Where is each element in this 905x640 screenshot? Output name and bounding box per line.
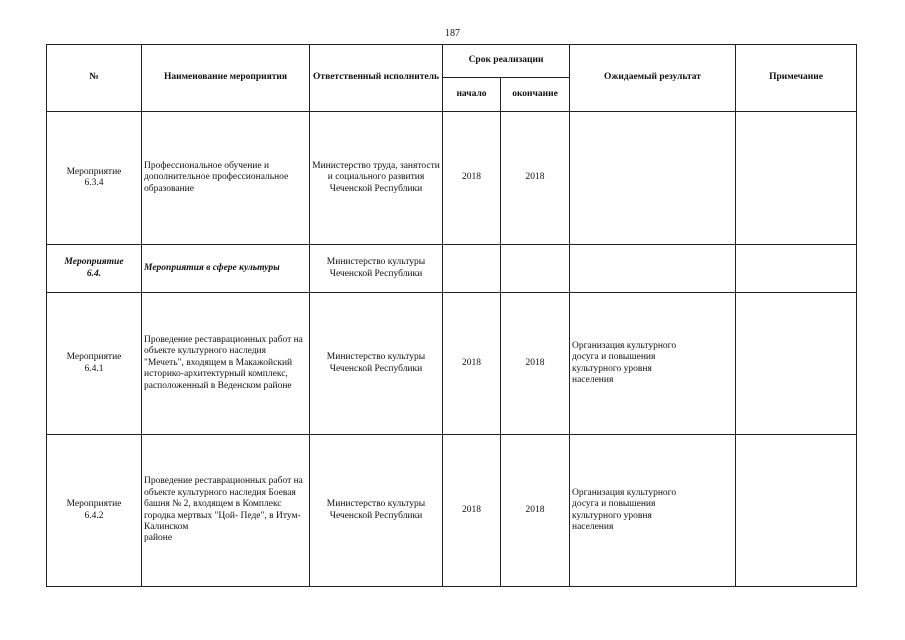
row-end: 2018 [501,112,570,245]
header-period: Срок реализации [443,45,570,78]
row-start: 2018 [443,112,501,245]
row-num: Мероприятие 6.4. [47,245,142,293]
row-result: Организация культурного досуга и повышения культурного уровня населения [570,435,736,587]
row-end: 2018 [501,435,570,587]
header-start: начало [443,78,501,112]
row-responsible: Министерство культуры Чеченской Республики [310,293,443,435]
header-row [47,45,857,78]
row-responsible: Министерство культуры Чеченской Республики [310,245,443,293]
row-note [736,245,857,293]
row-name: Проведение реставрационных работ на объекте культурного наследия Боевая башня № 2, входящем в Комплекс городка мертвых "Цой- Педе", в Итум-Калинском районе [142,435,310,587]
page-number: 187 [445,28,460,39]
table-row [47,293,857,435]
header-note: Примечание [736,45,857,112]
row-end: 2018 [501,293,570,435]
row-num: Мероприятие 6.4.1 [47,293,142,435]
row-result [570,245,736,293]
row-num: Мероприятие 6.4.2 [47,435,142,587]
table-row [47,245,857,293]
table-row [47,435,857,587]
row-responsible: Министерство культуры Чеченской Республики [310,435,443,587]
row-name: Профессиональное обучение и дополнительное профессиональное образование [142,112,310,245]
row-note [736,435,857,587]
activities-table [46,44,857,587]
header-result: Ожидаемый результат [570,45,736,112]
header-end: окончание [501,78,570,112]
header-responsible: Ответственный исполнитель [310,45,443,112]
header-num: № [47,45,142,112]
row-name: Мероприятия в сфере культуры [142,245,310,293]
row-responsible: Министерство труда, занятости и социального развития Чеченской Республики [310,112,443,245]
table-row [47,112,857,245]
row-result [570,112,736,245]
row-num: Мероприятие 6.3.4 [47,112,142,245]
row-start [443,245,501,293]
row-name: Проведение реставрационных работ на объекте культурного наследия "Мечеть", входящем в Макажойский историко-архитектурный комплекс, расположенный в Веденском районе [142,293,310,435]
row-end [501,245,570,293]
row-start: 2018 [443,293,501,435]
row-result: Организация культурного досуга и повышения культурного уровня населения [570,293,736,435]
row-start: 2018 [443,435,501,587]
row-note [736,112,857,245]
header-name: Наименование мероприятия [142,45,310,112]
row-note [736,293,857,435]
